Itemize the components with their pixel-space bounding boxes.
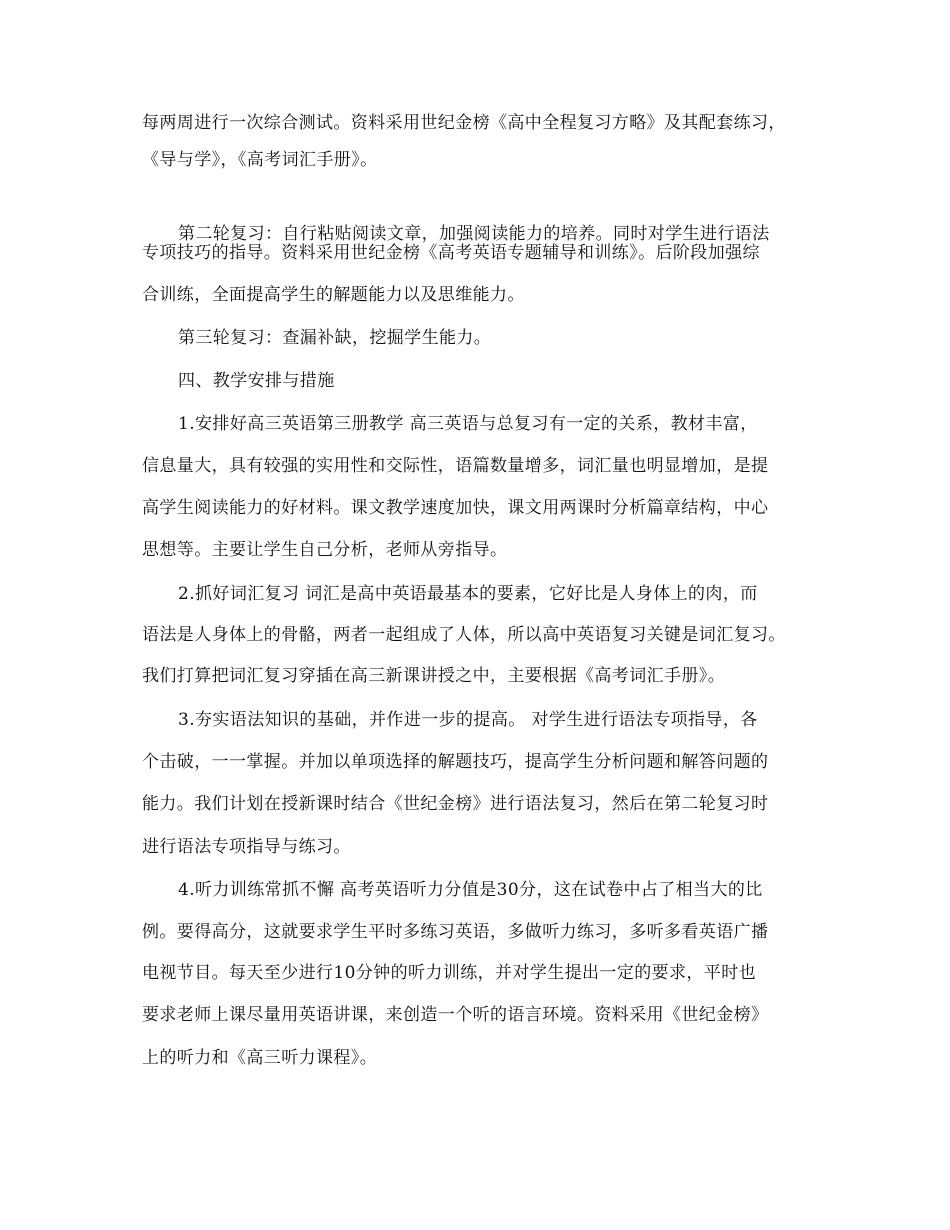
text-line: 信息量大，具有较强的实用性和交际性，语篇数量增多，词汇量也明显增加，是提 <box>142 456 769 476</box>
text-line: 专项技巧的指导。资料采用世纪金榜《高考英语专题辅导和训练》。后阶段加强综 <box>142 243 760 263</box>
paragraph-first-line: 第三轮复习：查漏补缺，挖掘学生能力。 <box>178 328 492 348</box>
paragraph-first-line: 4.听力训练常抓不懈 高考英语听力分值是30分，这在试卷中占了相当大的比 <box>178 880 763 900</box>
text-line: 思想等。主要让学生自己分析，老师从旁指导。 <box>142 540 508 560</box>
text-line: 《导与学》，《高考词汇手册》。 <box>142 150 378 170</box>
text-line: 个击破，一一掌握。并加以单项选择的解题技巧，提高学生分析问题和解答问题的 <box>142 752 769 772</box>
text-line: 例。要得高分，这就要求学生平时多练习英语，多做听力练习，多听多看英语广播 <box>142 922 769 942</box>
text-line: 高学生阅读能力的好材料。课文教学速度加快，课文用两课时分析篇章结构，中心 <box>142 498 769 518</box>
text-line: 合训练，全面提高学生的解题能力以及思维能力。 <box>142 285 525 305</box>
text-line: 语法是人身体上的骨骼，两者一起组成了人体，所以高中英语复习关键是词汇复习。 <box>142 625 786 645</box>
paragraph-first-line: 2.抓好词汇复习 词汇是高中英语最基本的要素，它好比是人身体上的肉，而 <box>178 584 758 604</box>
text-line: 要求老师上课尽量用英语讲课，来创造一个听的语言环境。资料采用《世纪金榜》 <box>142 1005 769 1025</box>
text-line: 上的听力和《高三听力课程》。 <box>142 1048 378 1068</box>
text-line: 电视节目。每天至少进行10分钟的听力训练，并对学生提出一定的要求，平时也 <box>142 963 757 983</box>
paragraph-first-line: 3.夯实语法知识的基础，并作进一步的提高。 对学生进行语法专项指导，各 <box>178 710 758 730</box>
paragraph-first-line: 1.安排好高三英语第三册教学 高三英语与总复习有一定的关系，教材丰富， <box>178 414 758 434</box>
text-line: 每两周进行一次综合测试。资料采用世纪金榜《高中全程复习方略》及其配套练习， <box>142 113 786 133</box>
text-line: 我们打算把词汇复习穿插在高三新课讲授之中，主要根据《高考词汇手册》。 <box>142 666 726 686</box>
paragraph-first-line: 第二轮复习：自行粘贴阅读文章，加强阅读能力的培养。同时对学生进行语法 <box>178 224 770 244</box>
section-heading: 四、教学安排与措施 <box>178 371 335 391</box>
text-line: 能力。我们计划在授新课时结合《世纪金榜》进行语法复习，然后在第二轮复习时 <box>142 794 769 814</box>
text-line: 进行语法专项指导与练习。 <box>142 837 351 857</box>
